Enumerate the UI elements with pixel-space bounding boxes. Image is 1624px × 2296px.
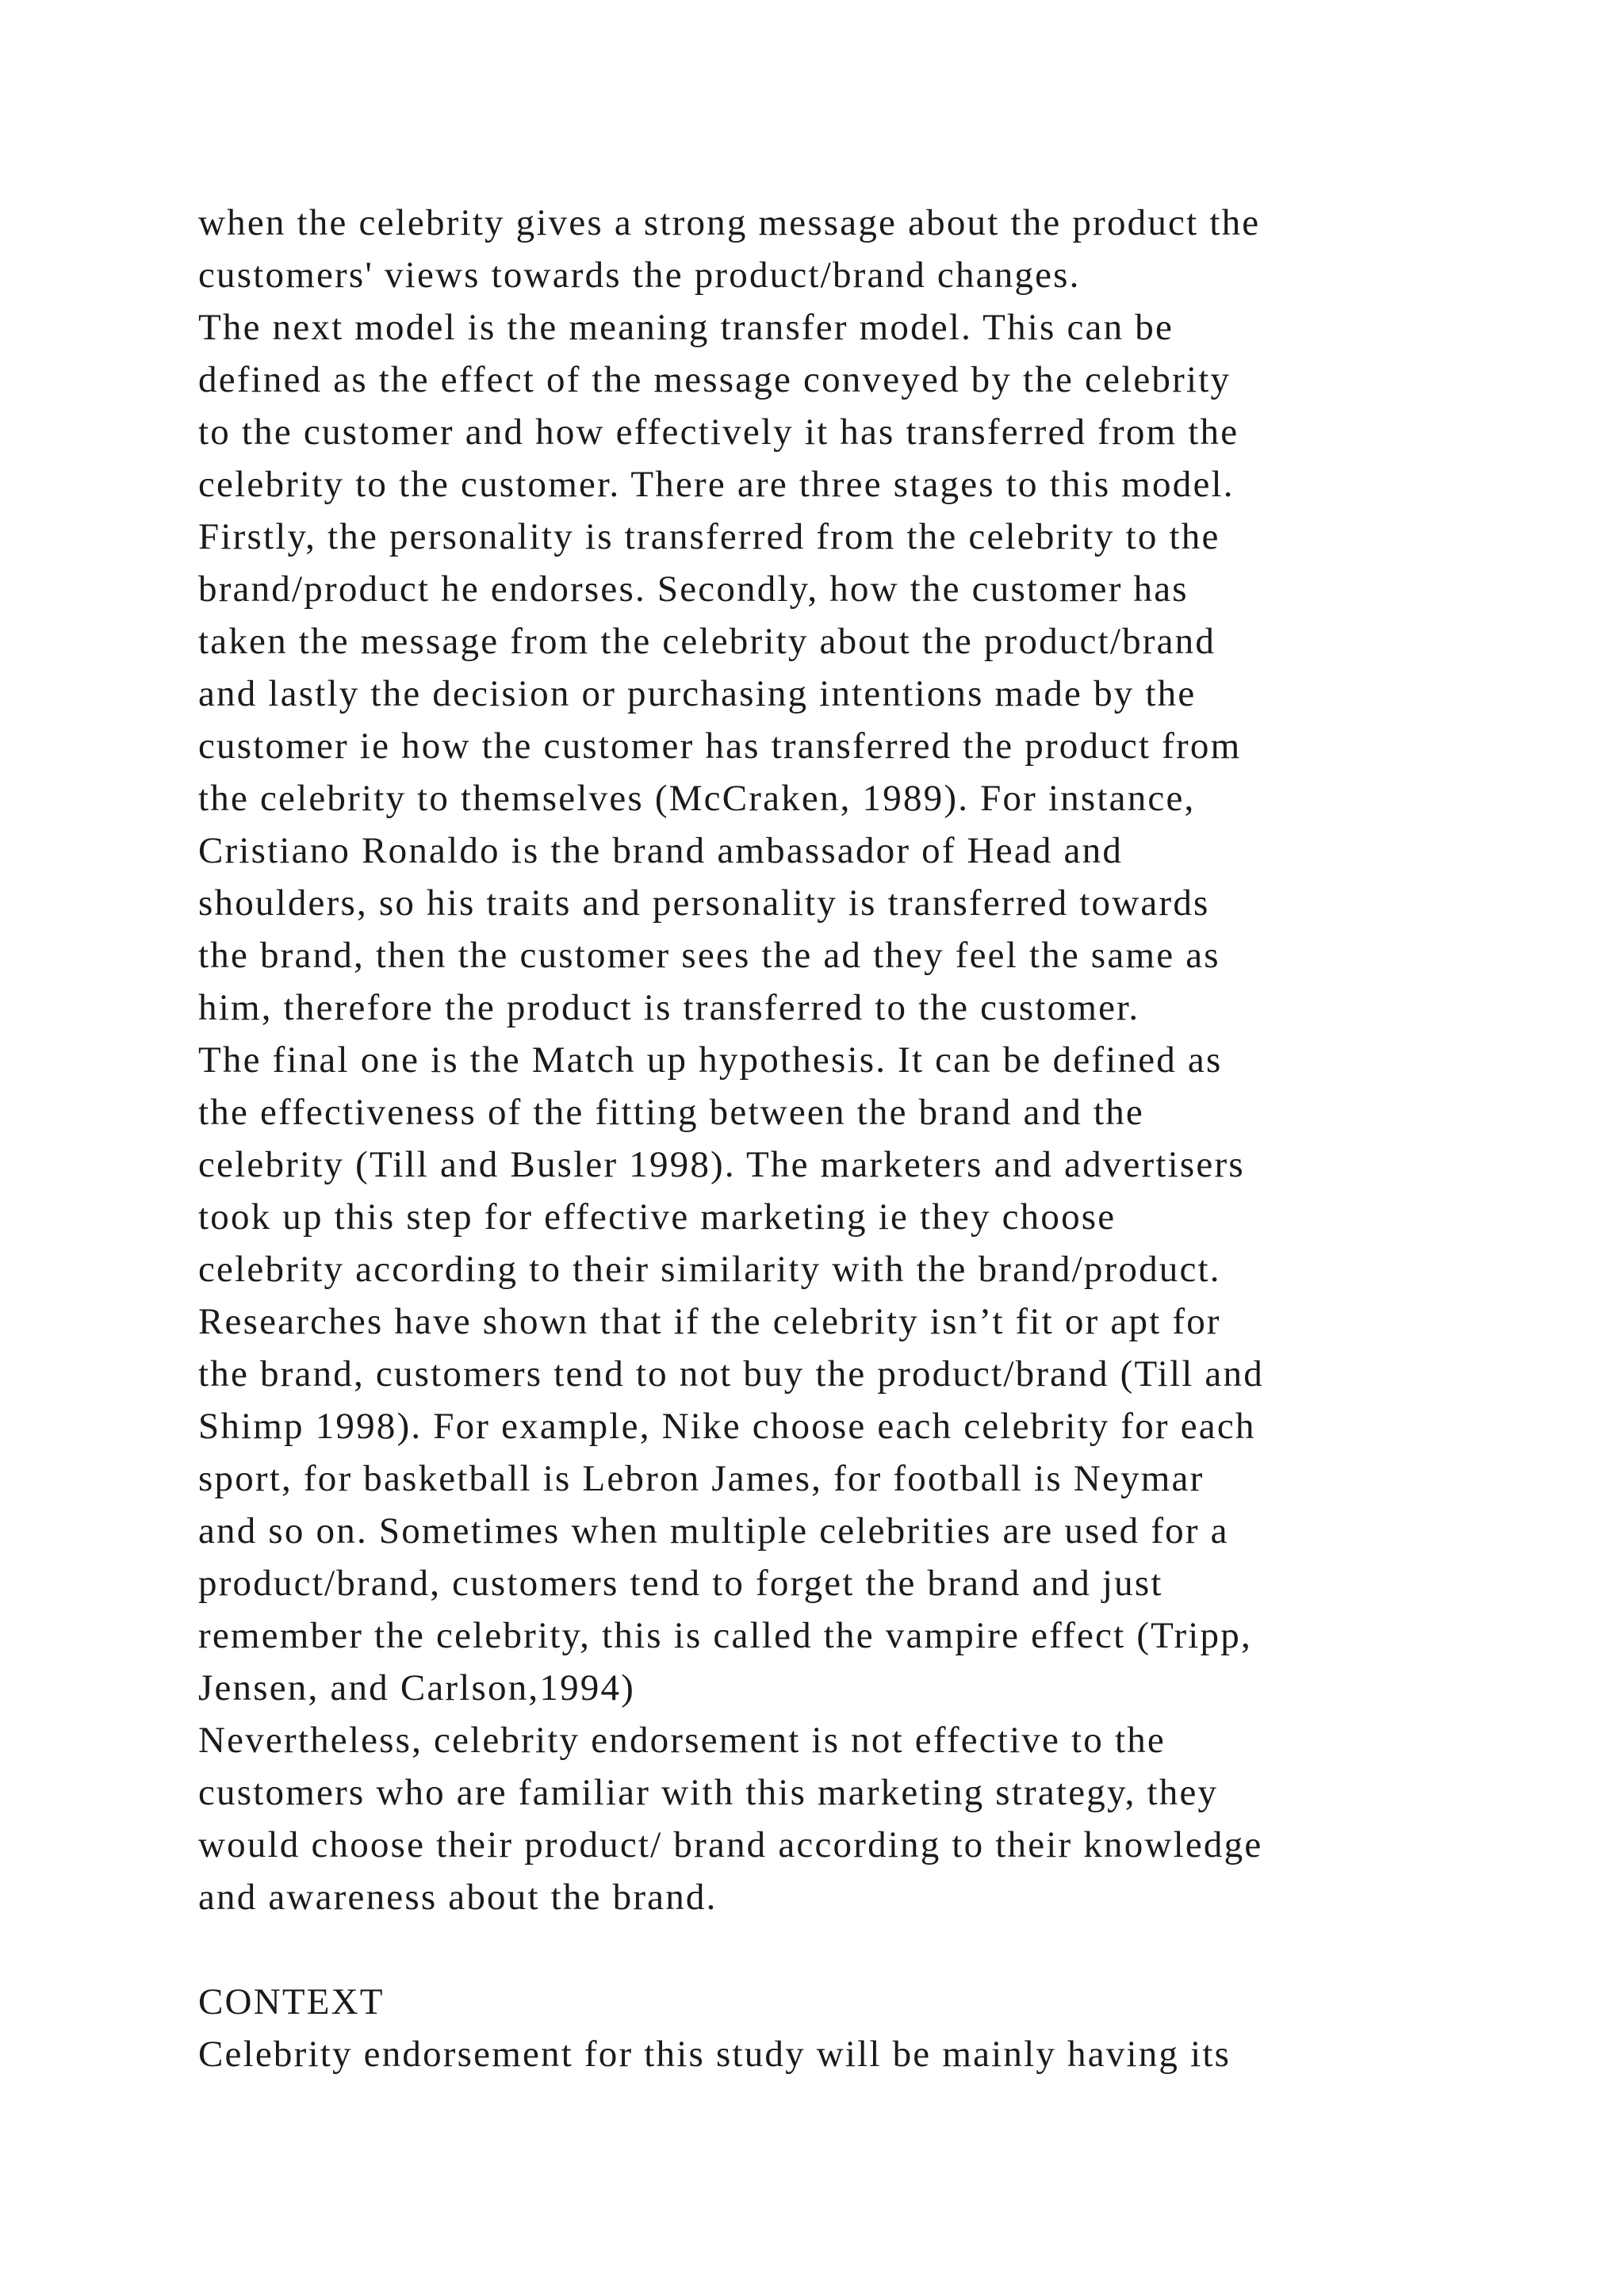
text-line: customer ie how the customer has transferred the product from: [198, 725, 1242, 767]
text-line: and lastly the decision or purchasing intentions made by the: [198, 673, 1197, 714]
text-line: and awareness about the brand.: [198, 1877, 718, 1918]
text-line: Shimp 1998). For example, Nike choose each celebrity for each: [198, 1406, 1256, 1447]
text-line: would choose their product/ brand according to their knowledge: [198, 1824, 1263, 1866]
text-line: him, therefore the product is transferred to the customer.: [198, 987, 1140, 1028]
text-line: celebrity according to their similarity with the brand/product.: [198, 1249, 1221, 1290]
text-line: celebrity to the customer. There are three stages to this model.: [198, 464, 1235, 505]
text-line: defined as the effect of the message conveyed by the celebrity: [198, 359, 1231, 400]
text-line: and so on. Sometimes when multiple celebrities are used for a: [198, 1510, 1229, 1552]
text-line: the brand, then the customer sees the ad they feel the same as: [198, 935, 1220, 976]
text-line: Cristiano Ronaldo is the brand ambassador of Head and: [198, 830, 1124, 871]
text-line: customers who are familiar with this marketing strategy, they: [198, 1772, 1219, 1813]
text-line: Nevertheless, celebrity endorsement is not effective to the: [198, 1720, 1166, 1761]
text-line: Celebrity endorsement for this study will be mainly having its: [198, 2034, 1231, 2075]
text-line: the effectiveness of the fitting between the brand and the: [198, 1092, 1144, 1133]
text-line: taken the message from the celebrity about the product/brand: [198, 621, 1216, 662]
text-line: The next model is the meaning transfer model. This can be: [198, 307, 1174, 348]
text-line: brand/product he endorses. Secondly, how the customer has: [198, 568, 1189, 610]
text-line: shoulders, so his traits and personality is transferred towards: [198, 882, 1210, 924]
text-line: to the customer and how effectively it has transferred from the: [198, 411, 1239, 453]
text-line: celebrity (Till and Busler 1998). The marketers and advertisers: [198, 1144, 1245, 1185]
text-line: took up this step for effective marketing ie they choose: [198, 1196, 1116, 1238]
text-line: The final one is the Match up hypothesis. It can be defined as: [198, 1039, 1223, 1081]
section-heading: CONTEXT: [198, 1981, 385, 2022]
text-line: customers' views towards the product/brand changes.: [198, 254, 1081, 296]
text-line: the celebrity to themselves (McCraken, 1989). For instance,: [198, 778, 1196, 819]
text-line: sport, for basketball is Lebron James, for football is Neymar: [198, 1458, 1205, 1499]
text-line: when the celebrity gives a strong message about the product the: [198, 202, 1261, 243]
text-line: product/brand, customers tend to forget the brand and just: [198, 1563, 1163, 1604]
text-line: Jensen, and Carlson,1994): [198, 1667, 636, 1709]
text-line: the brand, customers tend to not buy the product/brand (Till and: [198, 1353, 1264, 1395]
text-line: Firstly, the personality is transferred from the celebrity to the: [198, 516, 1220, 557]
text-line: remember the celebrity, this is called the vampire effect (Tripp,: [198, 1615, 1252, 1656]
text-line: Researches have shown that if the celebrity isn’t fit or apt for: [198, 1301, 1221, 1342]
paragraph-gap: [198, 1923, 1499, 1976]
body-text: [198, 197, 1499, 2080]
